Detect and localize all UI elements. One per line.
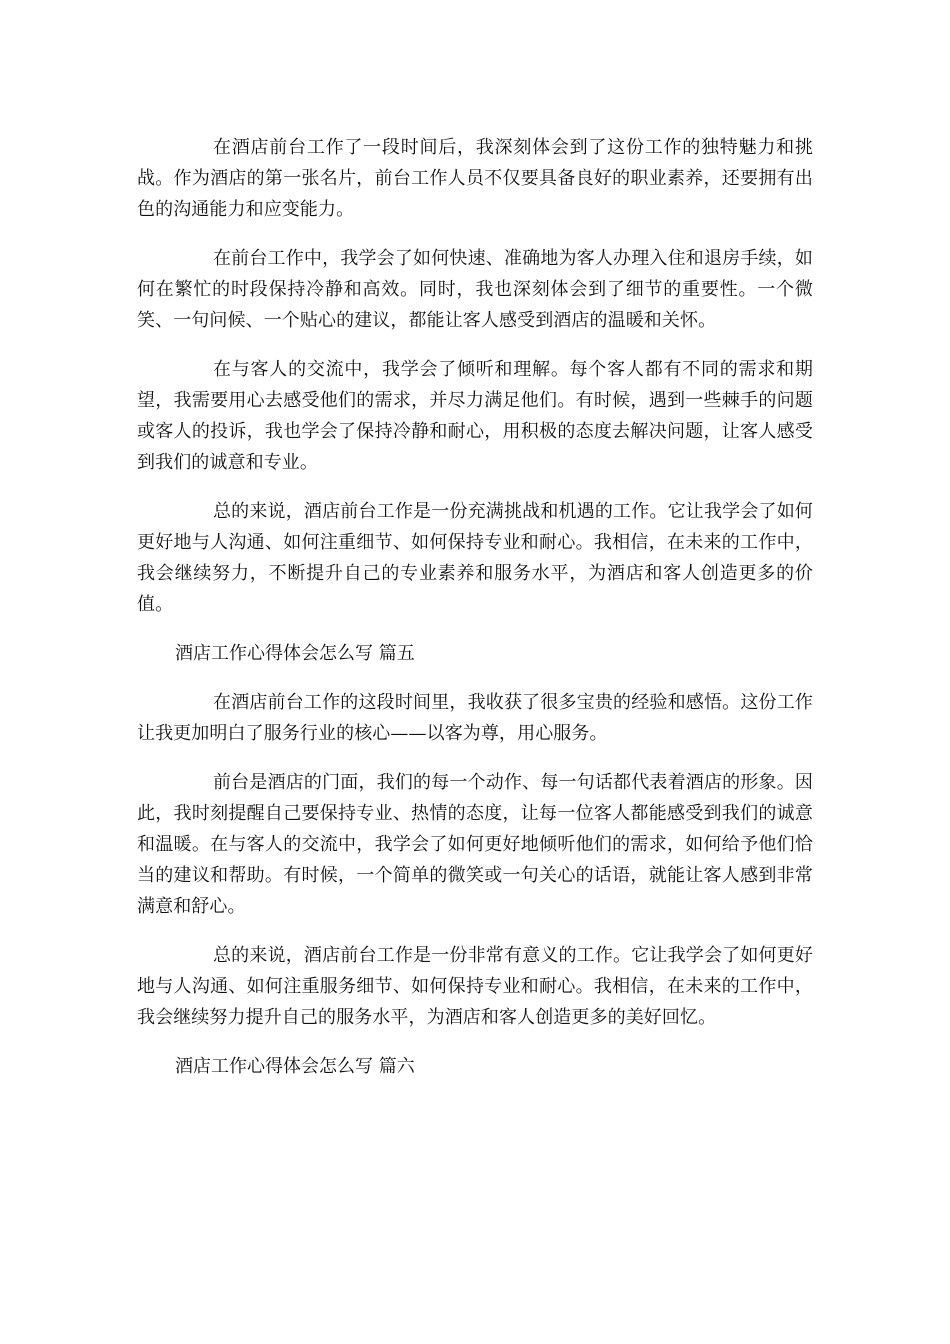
paragraph: 总的来说，酒店前台工作是一份非常有意义的工作。它让我学会了如何更好地与人沟通、如何注重服务细节、如何保持专业和耐心。我相信，在未来的工作中，我会继续努力提升自己的服务水平，为酒店和客人创造更多的美好回忆。	[137, 945, 813, 1028]
section-heading: 酒店工作心得体会怎么写 篇五	[175, 643, 415, 664]
paragraph: 在酒店前台工作了一段时间后，我深刻体会到了这份工作的独特魅力和挑战。作为酒店的第一张名片，前台工作人员不仅要具备良好的职业素养，还要拥有出色的沟通能力和应变能力。	[137, 137, 813, 220]
paragraph: 在前台工作中，我学会了如何快速、准确地为客人办理入住和退房手续，如何在繁忙的时段保持冷静和高效。同时，我也深刻体会到了细节的重要性。一个微笑、一句问候、一个贴心的建议，都能让客人感受到酒店的温暖和关怀。	[137, 248, 813, 331]
section-heading: 酒店工作心得体会怎么写 篇六	[175, 1056, 415, 1077]
paragraph: 总的来说，酒店前台工作是一份充满挑战和机遇的工作。它让我学会了如何更好地与人沟通、如何注重细节、如何保持专业和耐心。我相信，在未来的工作中，我会继续努力，不断提升自己的专业素养和服务水平，为酒店和客人创造更多的价值。	[137, 501, 813, 615]
document-body	[137, 132, 813, 1100]
paragraph: 前台是酒店的门面，我们的每一个动作、每一句话都代表着酒店的形象。因此，我时刻提醒自己要保持专业、热情的态度，让每一位客人都能感受到我们的诚意和温暖。在与客人的交流中，我学会了如何更好地倾听他们的需求，如何给予他们恰当的建议和帮助。有时候，一个简单的微笑或一句关心的话语，就能让客人感到非常满意和舒心。	[137, 772, 813, 917]
paragraph: 在酒店前台工作的这段时间里，我收获了很多宝贵的经验和感悟。这份工作让我更加明白了服务行业的核心——以客为尊，用心服务。	[137, 692, 813, 744]
paragraph: 在与客人的交流中，我学会了倾听和理解。每个客人都有不同的需求和期望，我需要用心去感受他们的需求，并尽力满足他们。有时候，遇到一些棘手的问题或客人的投诉，我也学会了保持冷静和耐心，用积极的态度去解决问题，让客人感受到我们的诚意和专业。	[137, 359, 813, 473]
